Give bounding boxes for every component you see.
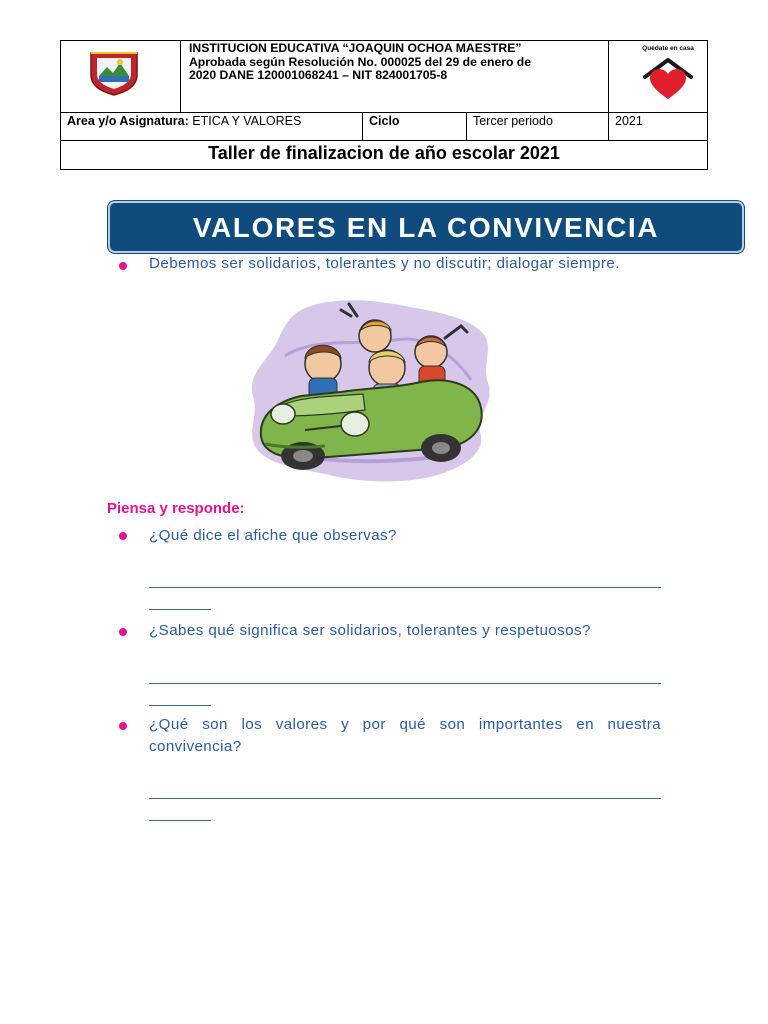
header-row-institution: [61, 41, 707, 113]
answer-line-1[interactable]: [149, 587, 661, 588]
divider: [466, 112, 467, 140]
car-friends-illustration: [245, 296, 493, 486]
answer-line-3-continuation[interactable]: [149, 820, 211, 821]
divider: [608, 112, 609, 140]
header-table: [60, 40, 708, 170]
institution-line: Aprobada según Resolución No. 000025 del 29 de enero de: [189, 54, 532, 69]
period-cell: Tercer periodo: [473, 114, 553, 128]
intro-text: Debemos ser solidarios, tolerantes y no discutir; dialogar siempre.: [149, 255, 620, 272]
school-crest-icon: [87, 49, 141, 97]
worksheet-title: Taller de finalizacion de año escolar 2021: [208, 143, 560, 163]
bullet-icon: [119, 628, 127, 636]
answer-line-2-continuation[interactable]: [149, 705, 211, 706]
ciclo-label: Ciclo: [369, 114, 400, 128]
area-label: Area y/o Asignatura:: [67, 114, 189, 128]
area-value: ETICA Y VALORES: [192, 114, 302, 128]
section-title: Piensa y responde:: [107, 500, 245, 517]
question-2: ¿Sabes qué significa ser solidarios, tolerantes y respetuosos?: [149, 622, 591, 639]
area-cell: [67, 113, 301, 129]
quedate-en-casa-house-heart-icon: [633, 53, 703, 105]
institution-line: 2020 DANE 120001068241 – NIT 824001705-8: [189, 68, 448, 82]
quedate-label: Quédate en casa: [642, 45, 694, 52]
question-3: ¿Qué son los valores y por qué son importantes en nuestra convivencia?: [149, 716, 661, 755]
answer-line-3[interactable]: [149, 798, 661, 799]
banner-title: VALORES EN LA CONVIVENCIA: [192, 212, 660, 243]
question-1: ¿Qué dice el afiche que observas?: [149, 527, 397, 544]
institution-line: INSTITUCION EDUCATIVA “JOAQUIN OCHOA MAESTRE”: [189, 41, 522, 55]
bullet-icon: [119, 532, 127, 540]
divider: [362, 112, 363, 140]
header-row-title: [61, 140, 707, 170]
title-banner: [108, 201, 744, 253]
bullet-icon: [119, 262, 127, 270]
divider: [180, 41, 181, 112]
answer-line-1-continuation[interactable]: [149, 609, 211, 610]
answer-line-2[interactable]: [149, 683, 661, 684]
quedate-en-casa-logo: [633, 45, 703, 105]
institution-header: [189, 42, 531, 83]
bullet-icon: [119, 722, 127, 730]
header-row-subject: [61, 112, 707, 141]
divider: [608, 41, 609, 112]
year-cell: 2021: [615, 114, 643, 128]
